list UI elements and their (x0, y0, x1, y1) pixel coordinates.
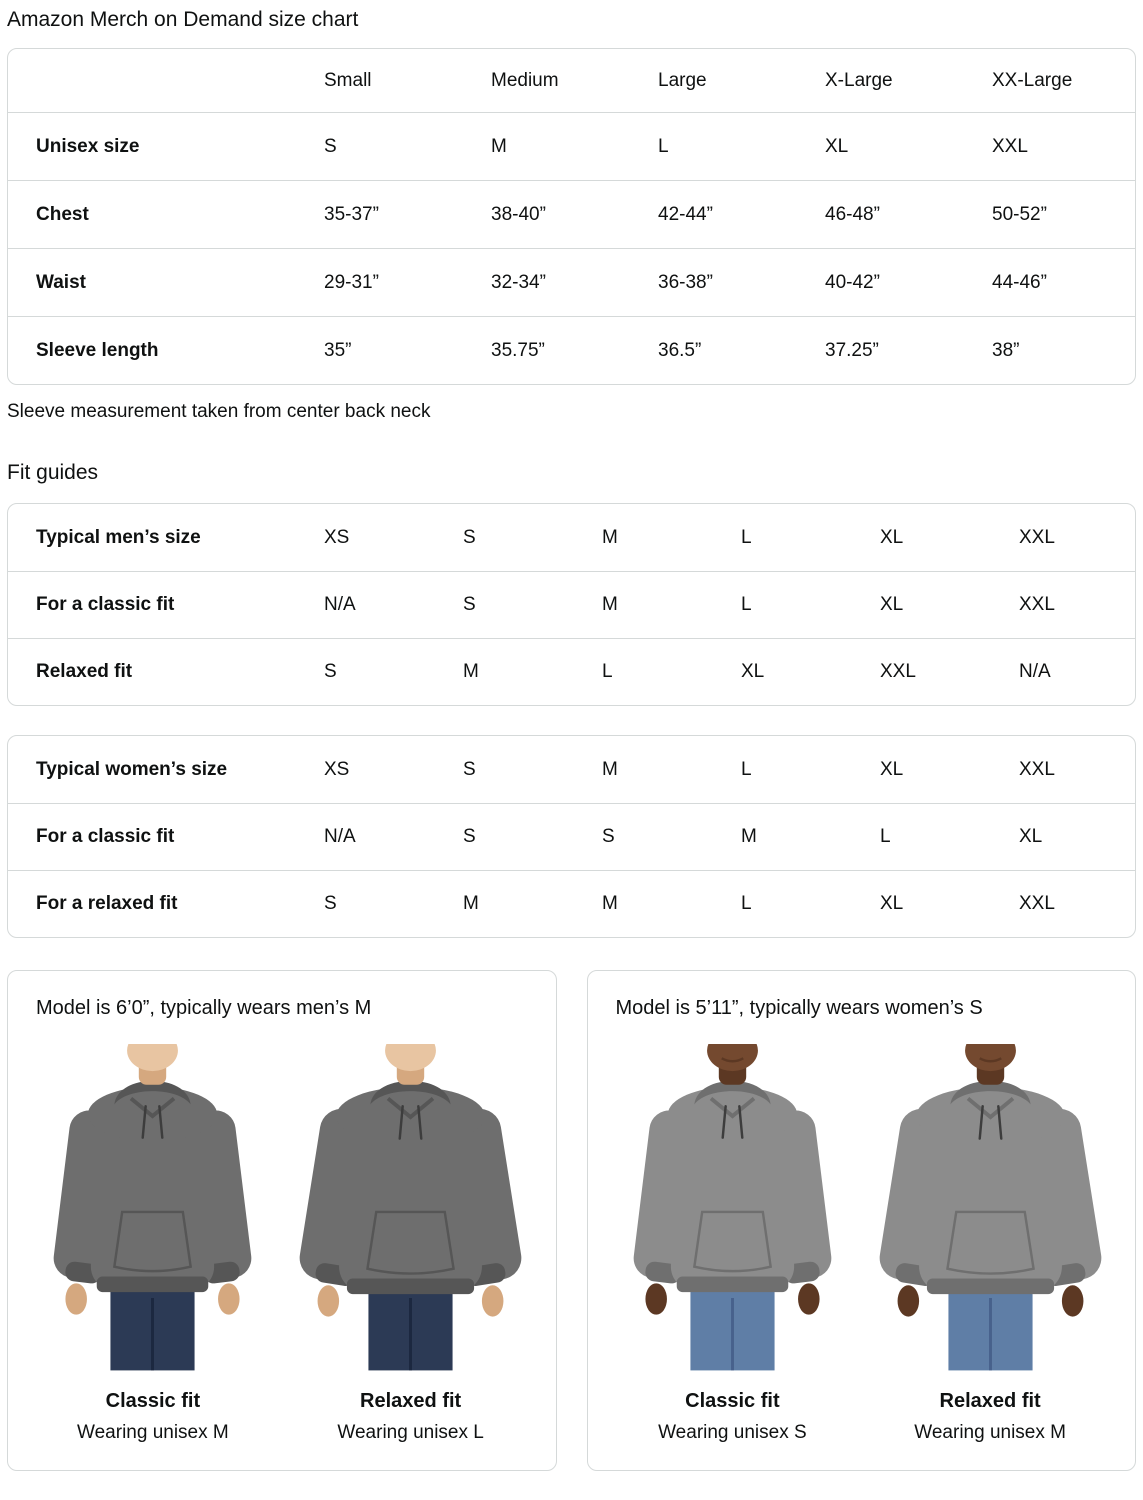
cell-value: 40-42” (825, 271, 880, 293)
cell-value: 35” (324, 339, 352, 361)
cell-value: XL (880, 526, 904, 548)
column-header-xlarge: X-Large (825, 69, 893, 91)
size-chart-header-row (8, 49, 1135, 112)
cell-value: 35.75” (491, 339, 545, 361)
row-label: Typical women’s size (36, 758, 228, 780)
cell-value: 29-31” (324, 271, 379, 293)
cell-value: S (324, 135, 337, 157)
cell-value: N/A (1019, 661, 1051, 682)
row-label: For a relaxed fit (36, 893, 178, 914)
cell-value: XXL (880, 661, 916, 682)
cell-value: 42-44” (658, 203, 713, 225)
row-label: For a classic fit (36, 826, 175, 847)
table-row-typical-mens-size (8, 504, 1135, 571)
model-card-heading: Model is 5’11”, typically wears women’s S (615, 997, 983, 1019)
cell-value: M (491, 135, 507, 157)
cell-value: 37.25” (825, 339, 879, 361)
cell-value: XL (880, 594, 904, 615)
cell-value: S (602, 826, 615, 847)
row-label: For a classic fit (36, 594, 175, 615)
table-row-chest (8, 180, 1135, 248)
table-row-waist (8, 248, 1135, 316)
row-label: Waist (36, 271, 86, 293)
cell-value: 38-40” (491, 203, 546, 225)
model-card-heading: Model is 6’0”, typically wears men’s M (36, 997, 372, 1019)
cell-value: L (602, 661, 613, 682)
fit-caption: Classic fit (105, 1390, 201, 1412)
cell-value: 38” (992, 339, 1020, 361)
cell-value: L (741, 758, 752, 780)
fit-guides-heading: Fit guides (7, 461, 99, 484)
cell-value: S (463, 594, 476, 615)
table-row-mens-classic-fit (8, 571, 1135, 638)
mens-fit-table (7, 503, 1136, 706)
cell-value: N/A (324, 826, 356, 847)
cell-value: S (324, 893, 337, 914)
cell-value: 32-34” (491, 271, 546, 293)
cell-value: L (741, 594, 752, 615)
cell-value: S (463, 758, 476, 780)
cell-value: M (463, 661, 479, 682)
cell-value: S (463, 826, 476, 847)
table-row-womens-classic-fit (8, 803, 1135, 870)
fit-caption: Relaxed fit (360, 1390, 462, 1412)
figures-row (24, 1044, 540, 1444)
cell-value: L (880, 826, 891, 847)
cell-value: XL (1019, 826, 1043, 847)
cell-value: XXL (1019, 594, 1055, 615)
cell-value: 50-52” (992, 203, 1047, 225)
row-label: Unisex size (36, 135, 140, 157)
model-figure-womens-relaxed (874, 1044, 1106, 1444)
cell-value: XXL (1019, 526, 1055, 548)
wearing-caption: Wearing unisex L (337, 1422, 484, 1443)
table-row-unisex-size (8, 112, 1135, 180)
row-label: Relaxed fit (36, 661, 133, 682)
model-figure-mens-classic (37, 1044, 269, 1444)
cell-value: M (602, 893, 618, 914)
cell-value: 44-46” (992, 271, 1047, 293)
wearing-caption: Wearing unisex S (658, 1422, 807, 1443)
table-row-mens-relaxed-fit (8, 638, 1135, 705)
row-label: Typical men’s size (36, 526, 201, 548)
sleeve-note: Sleeve measurement taken from center back neck (7, 401, 431, 422)
wearing-caption: Wearing unisex M (77, 1422, 229, 1443)
cell-value: 36.5” (658, 339, 702, 361)
fit-caption: Relaxed fit (939, 1390, 1041, 1412)
cell-value: L (741, 893, 752, 914)
cell-value: 35-37” (324, 203, 379, 225)
female-relaxed-hoodie-photo (878, 1044, 1103, 1374)
figures-row (604, 1044, 1120, 1444)
cell-value: M (463, 893, 479, 914)
cell-value: XS (324, 758, 350, 780)
male-classic-hoodie-photo (40, 1044, 265, 1374)
cell-value: M (602, 758, 618, 780)
row-label: Chest (36, 203, 89, 225)
table-row-womens-relaxed-fit (8, 870, 1135, 937)
cell-value: XL (880, 758, 904, 780)
cell-value: XL (741, 661, 765, 682)
size-chart-table (7, 48, 1136, 385)
cell-value: XXL (992, 135, 1028, 157)
cell-value: XL (825, 135, 849, 157)
wearing-caption: Wearing unisex M (914, 1422, 1066, 1443)
column-header-large: Large (658, 69, 707, 91)
cell-value: 46-48” (825, 203, 880, 225)
cell-value: M (602, 526, 618, 548)
male-relaxed-hoodie-photo (298, 1044, 523, 1374)
cell-value: XXL (1019, 758, 1055, 780)
cell-value: S (463, 526, 476, 548)
row-label: Sleeve length (36, 339, 159, 361)
fit-caption: Classic fit (685, 1390, 780, 1412)
female-classic-hoodie-photo (620, 1044, 845, 1374)
cell-value: S (324, 661, 337, 682)
model-cards-row (7, 970, 1136, 1471)
model-card-mens (7, 970, 557, 1471)
table-row-sleeve-length (8, 316, 1135, 384)
column-header-xxlarge: XX-Large (992, 69, 1073, 91)
cell-value: M (741, 826, 757, 847)
cell-value: 36-38” (658, 271, 713, 293)
page-title: Amazon Merch on Demand size chart (7, 8, 359, 31)
column-header-small: Small (324, 69, 372, 91)
table-row-typical-womens-size (8, 736, 1135, 803)
cell-value: XXL (1019, 893, 1055, 914)
cell-value: L (658, 135, 669, 157)
model-card-womens (587, 970, 1137, 1471)
cell-value: L (741, 526, 752, 548)
model-figure-womens-classic (616, 1044, 848, 1444)
cell-value: M (602, 594, 618, 615)
cell-value: N/A (324, 594, 356, 615)
cell-value: XS (324, 526, 350, 548)
cell-value: XL (880, 893, 904, 914)
column-header-medium: Medium (491, 69, 559, 91)
model-figure-mens-relaxed (295, 1044, 527, 1444)
womens-fit-table (7, 735, 1136, 938)
